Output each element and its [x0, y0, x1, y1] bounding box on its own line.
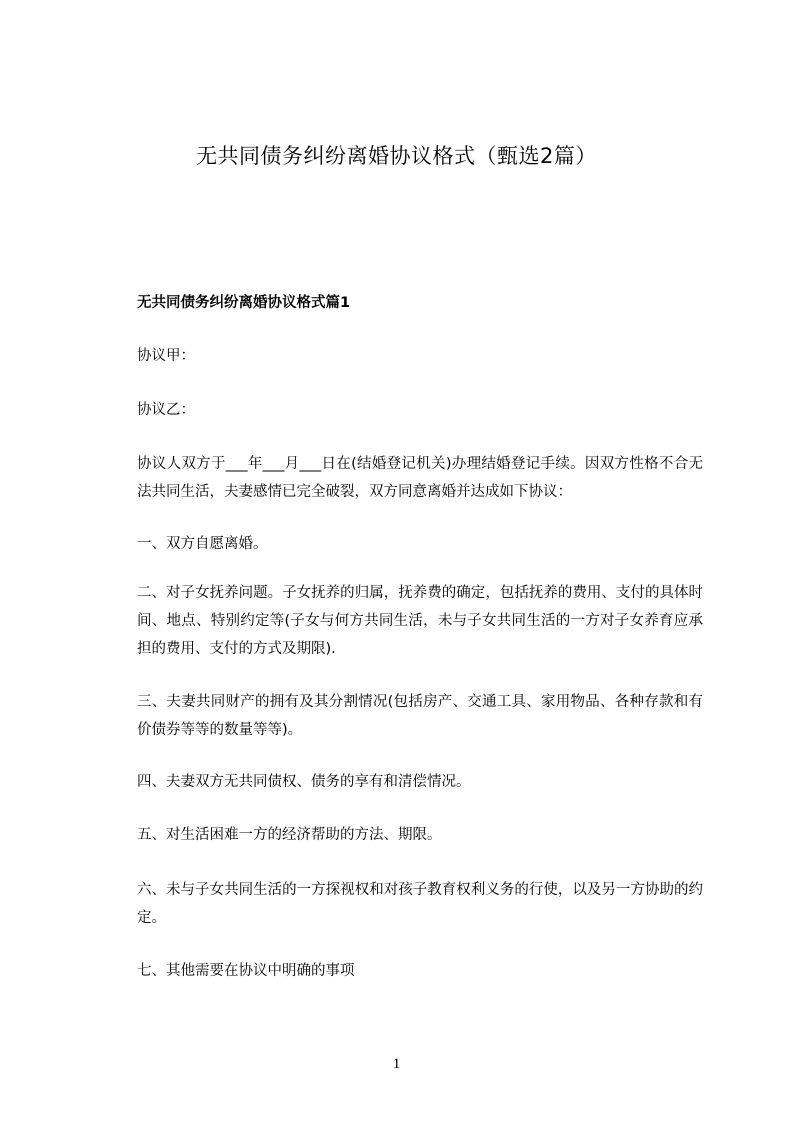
paragraph-clause-5: 五、对生活困难一方的经济帮助的方法、期限。 [137, 827, 442, 843]
document-title: 无共同债务纠纷离婚协议格式（甄选2篇） [196, 144, 597, 168]
paragraph-clause-4: 四、夫妻双方无共同债权、债务的享有和清偿情况。 [137, 774, 471, 790]
paragraph-clause-7: 七、其他需要在协议中明确的事项 [137, 963, 355, 979]
paragraph-clause-3: 三、夫妻共同财产的拥有及其分割情况(包括房产、交通工具、家用物品、各种存款和有价债券等等的数量等等)。 [137, 694, 703, 738]
paragraph-party-b: 协议乙： [137, 402, 195, 418]
paragraph-clause-2: 二、对子女抚养问题。子女抚养的归属，抚养费的确定，包括抚养的费用、支付的具体时间、地点、特别约定等(子女与何方共同生活，未与子女共同生活的一方对子女养育应承担的费用、支付的方式及期限). [137, 585, 703, 657]
paragraph-clause-6: 六、未与子女共同生活的一方探视权和对孩子教育权利义务的行使，以及另一方协助的约定。 [137, 882, 703, 926]
section-heading: 无共同债务纠纷离婚协议格式篇1 [137, 295, 351, 311]
paragraph-clause-1: 一、双方自愿离婚。 [137, 536, 268, 552]
paragraph-party-a: 协议甲： [137, 348, 195, 364]
page-number: 1 [392, 1056, 401, 1072]
paragraph-intro: 协议人双方于___年___月___日在(结婚登记机关)办理结婚登记手续。因双方性格不合无法共同生活，夫妻感情已完全破裂，双方同意离婚并达成如下协议： [137, 456, 703, 500]
